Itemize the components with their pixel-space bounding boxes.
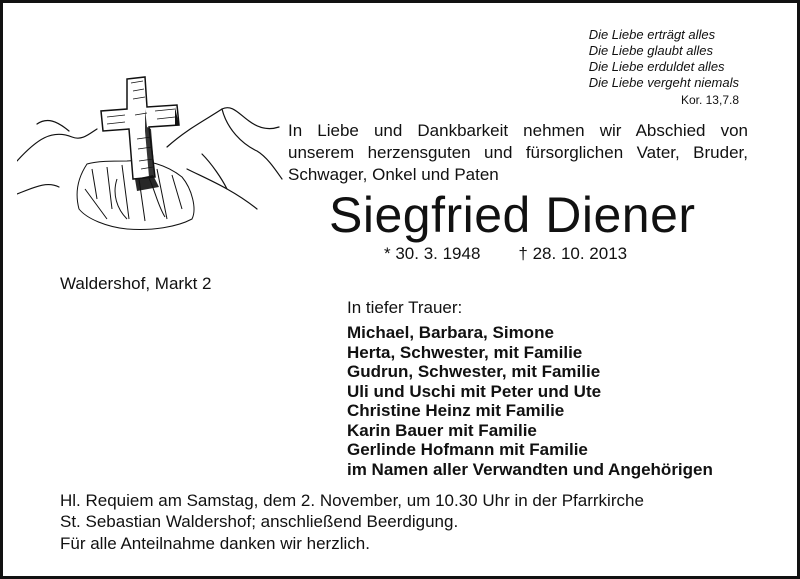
residence-address: Waldershof, Markt 2 bbox=[60, 274, 212, 293]
death-date: † 28. 10. 2013 bbox=[518, 244, 628, 263]
requiem-line: St. Sebastian Waldershof; anschließend Beerdigung. bbox=[60, 512, 459, 531]
bible-quote bbox=[589, 27, 739, 91]
intro-text bbox=[288, 120, 748, 186]
thanks-line: Für alle Anteilnahme danken wir herzlich. bbox=[60, 534, 370, 553]
intro-line: unserem herzensguten und fürsorglichen Vater, Bruder, bbox=[288, 143, 748, 162]
birth-date: * 30. 3. 1948 bbox=[384, 244, 481, 263]
requiem-notice bbox=[60, 490, 760, 532]
intro-line: In Liebe und Dankbarkeit nehmen wir Abschied von bbox=[288, 121, 748, 140]
intro-line: Schwager, Onkel und Paten bbox=[288, 165, 499, 184]
mountain-cross-illustration bbox=[17, 69, 287, 244]
deceased-name: Siegfried Diener bbox=[329, 187, 696, 243]
mourner-entry: Uli und Uschi mit Peter und Ute bbox=[347, 381, 602, 401]
mourner-entry: Michael, Barbara, Simone bbox=[347, 323, 554, 342]
mourner-entry: Gudrun, Schwester, mit Familie bbox=[347, 362, 601, 381]
life-dates bbox=[384, 244, 627, 264]
quote-line: Die Liebe vergeht niemals bbox=[588, 75, 739, 90]
requiem-line: Hl. Requiem am Samstag, dem 2. November, um 10.30 Uhr in der Pfarrkirche bbox=[60, 491, 644, 510]
mourner-entry: im Namen aller Verwandten und Angehörigen bbox=[347, 459, 713, 479]
mourner-entry: Christine Heinz mit Familie bbox=[347, 401, 565, 420]
quote-reference: Kor. 13,7.8 bbox=[680, 93, 739, 107]
quote-line: Die Liebe erduldet alles bbox=[588, 59, 725, 74]
mourner-entry: Herta, Schwester, mit Familie bbox=[347, 342, 583, 362]
mourner-entry: Karin Bauer mit Familie bbox=[347, 420, 537, 440]
mourning-heading: In tiefer Trauer: bbox=[347, 298, 463, 317]
quote-line: Die Liebe erträgt alles bbox=[588, 27, 716, 42]
quote-line: Die Liebe glaubt alles bbox=[588, 43, 713, 58]
mourners-list bbox=[347, 323, 713, 479]
mourner-entry: Gerlinde Hofmann mit Familie bbox=[347, 440, 588, 459]
